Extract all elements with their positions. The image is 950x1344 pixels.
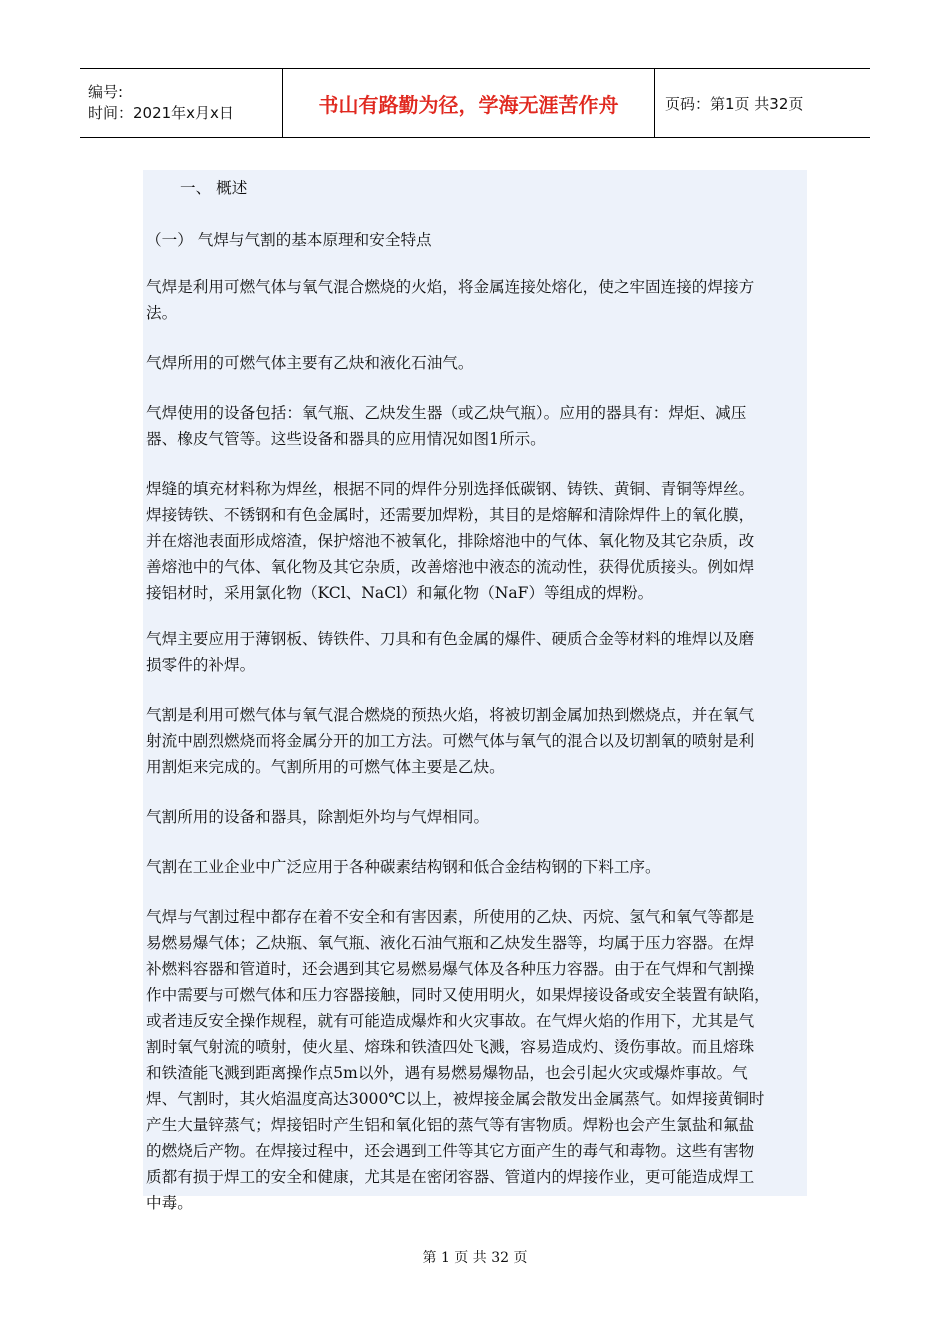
paragraph-line: 善熔池中的气体、氧化物及其它杂质，改善熔池中液态的流动性，获得优质接头。例如焊 [146, 558, 755, 576]
paragraph-line: 气割在工业企业中广泛应用于各种碳素结构钢和低合金结构钢的下料工序。 [146, 858, 661, 876]
section-subtitle: （一） 气焊与气割的基本原理和安全特点 [146, 231, 432, 249]
paragraph-line: 法。 [146, 304, 178, 322]
paragraph-line: 的燃烧后产物。在焊接过程中，还会遇到工件等其它方面产生的毒气和毒物。这些有害物 [146, 1142, 755, 1160]
section-title: 一、 概述 [180, 179, 248, 197]
paragraph-line: 焊接铸铁、不锈钢和有色金属时，还需要加焊粉，其目的是熔解和清除焊件上的氧化膜， [146, 506, 755, 524]
document-number-label: 编号: [88, 83, 124, 101]
paragraph-line: 气焊是利用可燃气体与氧气混合燃烧的火焰，将金属连接处熔化，使之牢固连接的焊接方 [146, 278, 755, 296]
paragraph-line: 气割所用的设备和器具，除割炬外均与气焊相同。 [146, 808, 490, 826]
paragraph-line: 接铝材时，采用氯化物（KCl、NaCl）和氟化物（NaF）等组成的焊粉。 [146, 584, 654, 602]
paragraph-line: 并在熔池表面形成熔渣，保护熔池不被氧化，排除熔池中的气体、氧化物及其它杂质，改 [146, 532, 755, 550]
document-date: 时间：2021年x月x日 [88, 104, 234, 122]
paragraph-line: 焊缝的填充材料称为焊丝，根据不同的焊件分别选择低碳钢、铸铁、黄铜、青铜等焊丝。 [146, 480, 755, 498]
paragraph-line: 作中需要与可燃气体和压力容器接触，同时又使用明火，如果焊接设备或安全装置有缺陷， [146, 986, 770, 1004]
paragraph-line: 产生大量锌蒸气；焊接铝时产生铝和氧化铝的蒸气等有害物质。焊粉也会产生氯盐和氟盐 [146, 1116, 755, 1134]
paragraph-line: 气焊主要应用于薄钢板、铸铁件、刀具和有色金属的爆件、硬质合金等材料的堆焊以及磨 [146, 630, 755, 648]
header-motto [283, 69, 655, 137]
document-header [80, 68, 870, 138]
paragraph-line: 焊、气割时，其火焰温度高达3000℃以上，被焊接金属会散发出金属蒸气。如焊接黄铜时 [146, 1090, 765, 1108]
paragraph-line: 质都有损于焊工的安全和健康，尤其是在密闭容器、管道内的焊接作业，更可能造成焊工 [146, 1168, 755, 1186]
paragraph-line: 中毒。 [146, 1194, 193, 1212]
paragraph-line: 气割是利用可燃气体与氧气混合燃烧的预热火焰，将被切割金属加热到燃烧点，并在氧气 [146, 706, 755, 724]
paragraph-line: 气焊使用的设备包括：氧气瓶、乙炔发生器（或乙炔气瓶）。应用的器具有：焊炬、减压 [146, 404, 747, 422]
paragraph-line: 气焊与气割过程中都存在着不安全和有害因素，所使用的乙炔、丙烷、氢气和氧气等都是 [146, 908, 755, 926]
paragraph-line: 割时氧气射流的喷射，使火星、熔珠和铁渣四处飞溅，容易造成灼、烫伤事故。而且熔珠 [146, 1038, 755, 1056]
paragraph-line: 补燃料容器和管道时，还会遇到其它易燃易爆气体及各种压力容器。由于在气焊和气割操 [146, 960, 755, 978]
paragraph-line: 射流中剧烈燃烧而将金属分开的加工方法。可燃气体与氧气的混合以及切割氧的喷射是利 [146, 732, 755, 750]
document-body [143, 170, 807, 1212]
paragraph-line: 易燃易爆气体；乙炔瓶、氧气瓶、液化石油气瓶和乙炔发生器等，均属于压力容器。在焊 [146, 934, 755, 952]
paragraph-line: 和铁渣能飞溅到距离操作点5m以外，遇有易燃易爆物品，也会引起火灾或爆炸事故。气 [146, 1064, 748, 1082]
paragraph-line: 气焊所用的可燃气体主要有乙炔和液化石油气。 [146, 354, 474, 372]
header-meta [80, 69, 283, 137]
page-info-text: 页码：第1页 共32页 [665, 94, 804, 113]
paragraph-line: 损零件的补焊。 [146, 656, 256, 674]
motto-text: 书山有路勤为径，学海无涯苦作舟 [318, 92, 619, 117]
paragraph-line: 器、橡皮气管等。这些设备和器具的应用情况如图1所示。 [146, 430, 546, 448]
paragraph-line: 用割炬来完成的。气割所用的可燃气体主要是乙炔。 [146, 758, 505, 776]
page-footer: 第 1 页 共 32 页 [422, 1250, 528, 1266]
header-page-info [655, 69, 870, 137]
paragraph-line: 或者违反安全操作规程，就有可能造成爆炸和火灾事故。在气焊火焰的作用下，尤其是气 [146, 1012, 755, 1030]
